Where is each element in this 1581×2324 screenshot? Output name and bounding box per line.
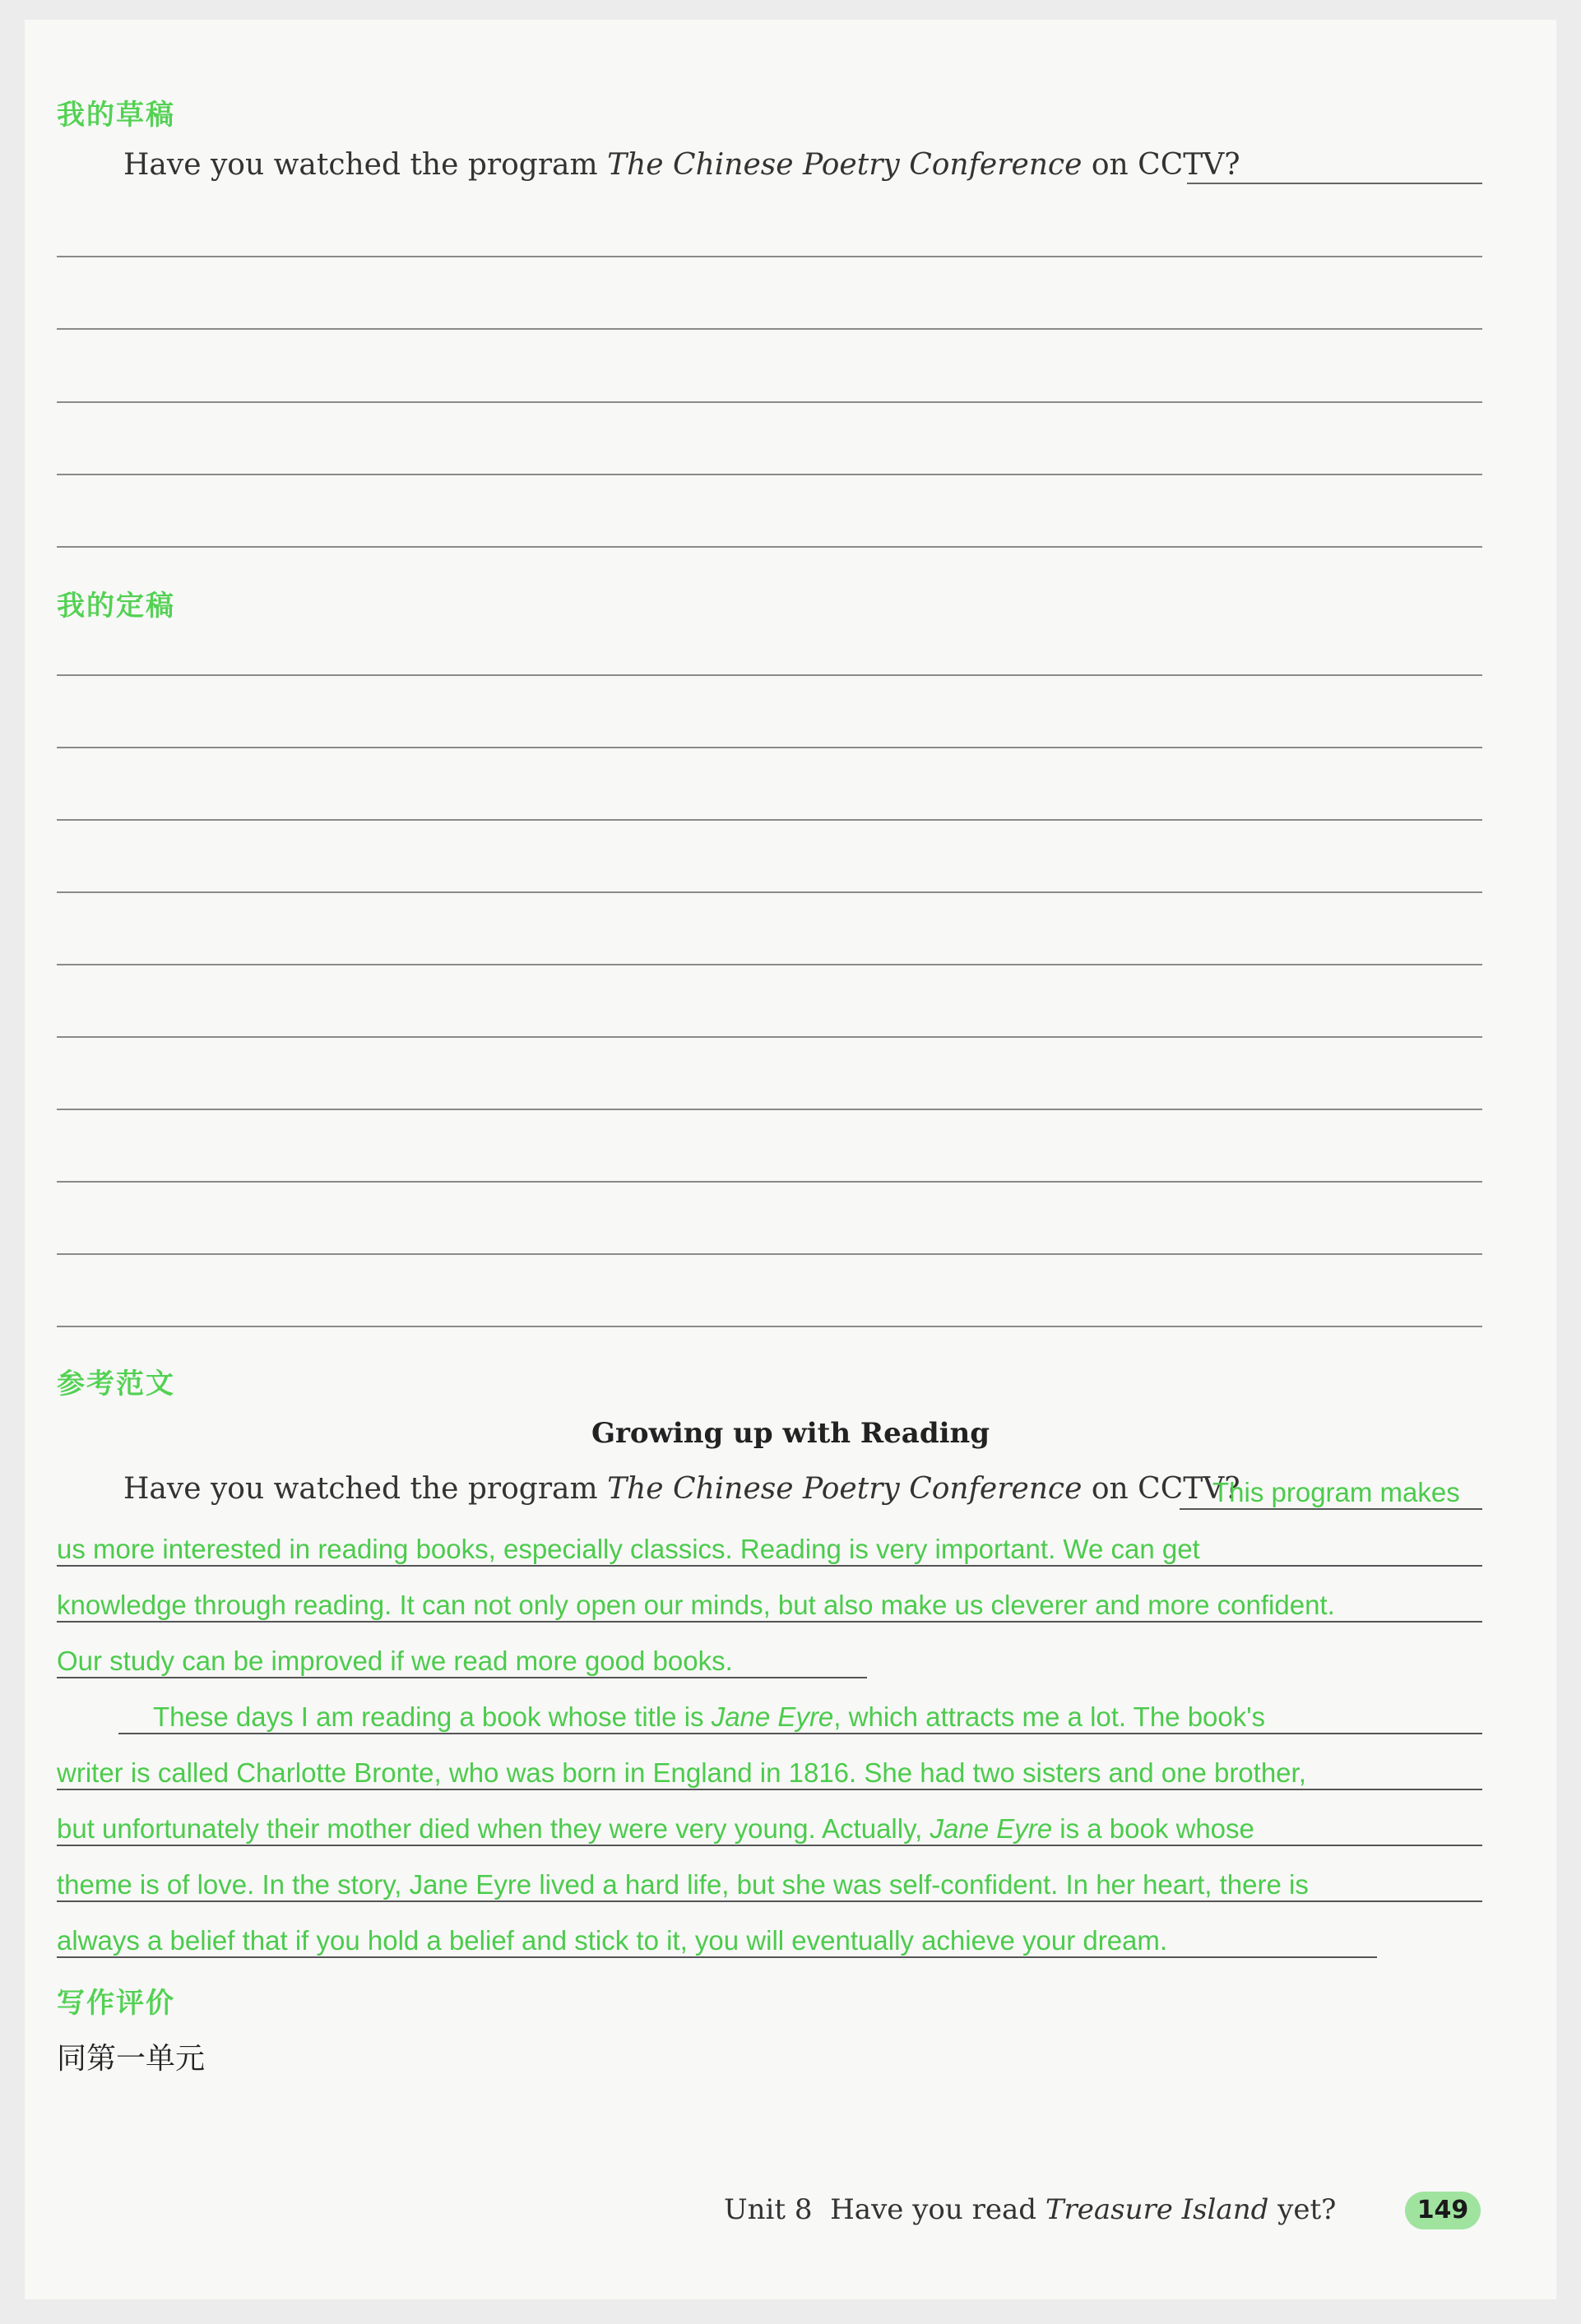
sample-answer-line: always a belief that if you hold a belief and stick to it, you will eventually achieve your dream. bbox=[57, 1925, 1168, 1956]
draft-writing-line[interactable] bbox=[57, 401, 1482, 403]
answer-underline bbox=[57, 1565, 1482, 1567]
sample-answer-line: us more interested in reading books, especially classics. Reading is very important. We can get bbox=[57, 1534, 1200, 1564]
answer-text: , which attracts me a lot. The book's bbox=[833, 1701, 1266, 1732]
evaluation-text: 同第一单元 bbox=[57, 2042, 206, 2076]
sample-answer-line: knowledge through reading. It can not only open our minds, but also make us cleverer and more confident. bbox=[57, 1590, 1335, 1620]
footer-title-suffix: yet? bbox=[1268, 2193, 1337, 2226]
sample-answer-line: writer is called Charlotte Bronte, who was born in England in 1816. She had two sisters and one brother, bbox=[57, 1757, 1306, 1788]
final-writing-line[interactable] bbox=[57, 964, 1482, 965]
essay-title: Growing up with Reading bbox=[591, 1417, 990, 1450]
answer-text: These days I am reading a book whose title is bbox=[153, 1701, 712, 1732]
footer-unit-title bbox=[724, 2193, 1336, 2226]
draft-writing-line[interactable] bbox=[57, 474, 1482, 475]
sample-answer-line: theme is of love. In the story, Jane Eyre lived a hard life, but she was self-confident. In her heart, there is bbox=[57, 1869, 1309, 1900]
sample-answer-line bbox=[57, 1815, 1254, 1842]
draft-prompt-suffix: on CCTV? bbox=[1082, 148, 1240, 182]
answer-underline bbox=[57, 1677, 867, 1678]
sample-prompt-title: The Chinese Poetry Conference bbox=[607, 1472, 1083, 1506]
final-writing-line[interactable] bbox=[57, 1253, 1482, 1255]
footer-book-title: Treasure Island bbox=[1045, 2193, 1269, 2226]
sample-answer-line: This program makes bbox=[1212, 1477, 1460, 1507]
final-writing-line[interactable] bbox=[57, 891, 1482, 893]
final-writing-line[interactable] bbox=[57, 1326, 1482, 1327]
sample-prompt bbox=[123, 1472, 1240, 1506]
answer-underline bbox=[57, 1956, 1377, 1958]
draft-prompt bbox=[123, 148, 1240, 182]
final-writing-line[interactable] bbox=[57, 1109, 1482, 1110]
answer-underline bbox=[57, 1789, 1482, 1790]
sample-prompt-prefix: Have you watched the program bbox=[123, 1472, 608, 1506]
draft-writing-line[interactable] bbox=[57, 256, 1482, 257]
book-title: Jane Eyre bbox=[930, 1813, 1053, 1844]
draft-prompt-prefix: Have you watched the program bbox=[123, 148, 608, 182]
final-writing-line[interactable] bbox=[57, 1181, 1482, 1183]
answer-text: but unfortunately their mother died when they were very young. Actually, bbox=[57, 1813, 930, 1844]
book-title: Jane Eyre bbox=[711, 1701, 834, 1732]
final-writing-line[interactable] bbox=[57, 1036, 1482, 1038]
sample-prompt-suffix: on CCTV? bbox=[1082, 1472, 1240, 1506]
evaluation-heading: 写作评价 bbox=[57, 1987, 175, 2020]
answer-text: is a book whose bbox=[1052, 1813, 1254, 1844]
draft-writing-line[interactable] bbox=[57, 546, 1482, 548]
final-heading: 我的定稿 bbox=[57, 590, 175, 623]
answer-underline bbox=[57, 1845, 1482, 1846]
final-writing-line[interactable] bbox=[57, 747, 1482, 748]
sample-answer-line: Our study can be improved if we read more good books. bbox=[57, 1646, 733, 1676]
answer-underline bbox=[118, 1733, 1482, 1734]
footer-unit: Unit 8 bbox=[724, 2193, 813, 2226]
sample-heading: 参考范文 bbox=[57, 1368, 175, 1400]
final-writing-line[interactable] bbox=[57, 674, 1482, 676]
footer-title-prefix: Have you read bbox=[830, 2193, 1046, 2226]
draft-heading: 我的草稿 bbox=[57, 99, 175, 132]
page-number-badge: 149 bbox=[1405, 2192, 1481, 2229]
answer-underline bbox=[57, 1900, 1482, 1902]
draft-writing-line[interactable] bbox=[57, 328, 1482, 330]
final-writing-line[interactable] bbox=[57, 819, 1482, 821]
draft-prompt-title: The Chinese Poetry Conference bbox=[607, 148, 1083, 182]
answer-underline bbox=[57, 1621, 1482, 1623]
sample-answer-line bbox=[153, 1703, 1265, 1730]
answer-underline bbox=[1180, 1508, 1482, 1510]
draft-blank-line[interactable] bbox=[1187, 183, 1482, 184]
